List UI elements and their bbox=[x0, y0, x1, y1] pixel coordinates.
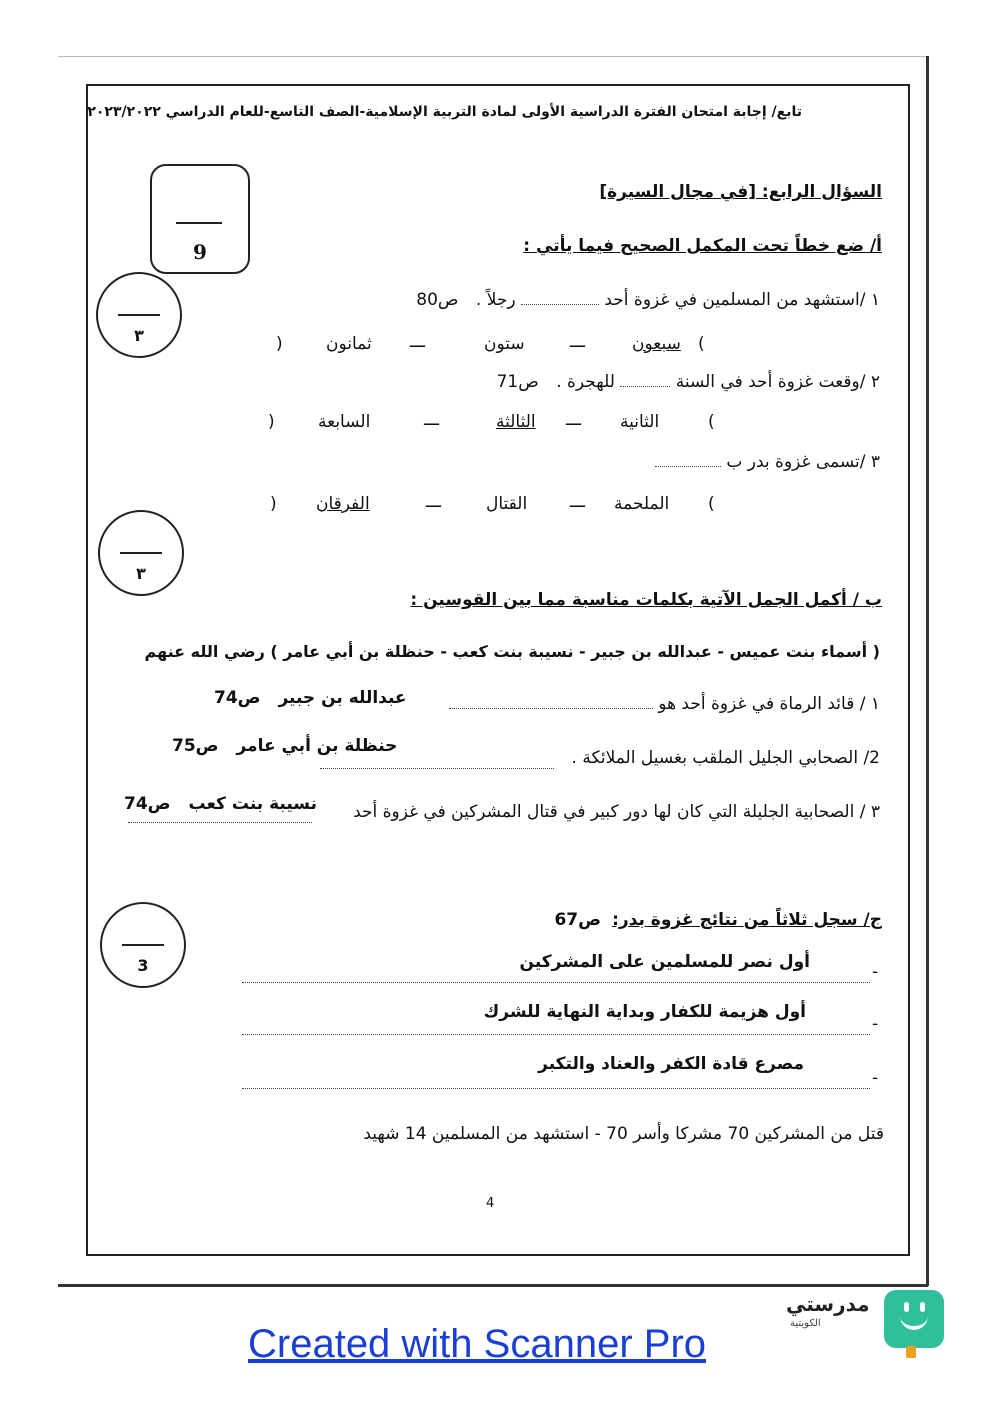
part-c-ref: ص67 bbox=[554, 910, 601, 930]
q3-option-3: الفرقان bbox=[316, 494, 370, 514]
part-b-q3-answer bbox=[124, 794, 317, 814]
part-c-line-1 bbox=[242, 982, 870, 983]
part-b-q2-ref: ص75 bbox=[172, 736, 219, 756]
part-a-q1-blank bbox=[521, 304, 599, 305]
part-a-q3-prefix: ٣ /تسمى غزوة بدر ب bbox=[726, 452, 880, 472]
part-a-score-circle bbox=[96, 272, 182, 358]
part-a-q1-prefix: ١ /استشهد من المسلمين في غزوة أحد bbox=[604, 290, 880, 310]
part-b-q2-text: 2/ الصحابي الجليل الملقب بغسيل الملائكة . bbox=[571, 748, 880, 768]
q2-open-paren: ( bbox=[708, 412, 715, 432]
page-top-edge bbox=[58, 56, 926, 57]
part-b-q1-answer-text: عبدالله بن جبير bbox=[278, 688, 407, 708]
logo-name: مدرستي bbox=[786, 1292, 870, 1316]
score-box bbox=[150, 164, 250, 274]
part-b-q2-answer bbox=[172, 736, 397, 756]
q2-dash-2: ـــ bbox=[424, 410, 439, 430]
part-a-q2-ref: ص71 bbox=[496, 372, 539, 392]
q1-dash-2: ـــ bbox=[410, 332, 425, 352]
page-header: تابع/ إجابة امتحان الفترة الدراسية الأولى لمادة التربية الإسلامية-الصف التاسع-للعام الدراسي ٢٠٢٣/٢٠٢٢ bbox=[87, 104, 802, 120]
part-a-score-line bbox=[118, 314, 160, 316]
part-a-q1 bbox=[416, 290, 880, 310]
part-a-q3-blank bbox=[655, 466, 721, 467]
part-b-q3-ref: ص74 bbox=[124, 794, 171, 814]
q1-open-paren: ( bbox=[698, 334, 705, 354]
part-c-line-3 bbox=[242, 1088, 870, 1089]
page-bottom-edge bbox=[58, 1284, 928, 1287]
score-box-value: 9 bbox=[193, 240, 207, 264]
part-a-q2 bbox=[497, 372, 880, 392]
part-b-q3-text: ٣ / الصحابية الجليلة التي كان لها دور كبير في قتال المشركين في غزوة أحد bbox=[353, 802, 880, 822]
part-c-item-3: مصرع قادة الكفر والعناد والتكبر bbox=[538, 1054, 804, 1074]
score-box-line bbox=[176, 222, 222, 224]
q3-option-1: الملحمة bbox=[614, 494, 670, 514]
part-c-heading bbox=[554, 910, 882, 930]
part-b-q1-answer bbox=[214, 688, 407, 708]
part-b-q2-blank bbox=[320, 768, 554, 769]
q1-dash-1: ـــ bbox=[570, 332, 585, 352]
part-b-q2-answer-text: حنظلة بن أبي عامر bbox=[236, 736, 398, 756]
part-a-q2-blank bbox=[620, 386, 670, 387]
logo-subtitle: الكويتية bbox=[790, 1318, 821, 1329]
part-a-q1-suffix: رجلاً . bbox=[475, 290, 516, 310]
page-number: 4 bbox=[486, 1196, 495, 1211]
word-bank: ( أسماء بنت عميس - عبدالله بن جبير - نسيبة بنت كعب - حنظلة بن أبي عامر ) رضي الله عنهم bbox=[144, 642, 880, 661]
q3-dash-1: ـــ bbox=[570, 492, 585, 512]
part-b-score-value: ٣ bbox=[136, 564, 146, 583]
part-b-q2 bbox=[572, 748, 880, 768]
part-c-bullet-3: - bbox=[872, 1068, 879, 1088]
part-a-q1-ref: ص80 bbox=[416, 290, 459, 310]
q1-close-paren: ) bbox=[276, 334, 283, 354]
q1-option-1: سبعون bbox=[632, 334, 681, 354]
part-b-score-line bbox=[120, 552, 162, 554]
q1-option-2: ستون bbox=[484, 334, 525, 354]
part-c-line-2 bbox=[242, 1034, 870, 1035]
q2-dash-1: ـــ bbox=[566, 410, 581, 430]
part-b-title: ب / أكمل الجمل الآتية بكلمات مناسبة مما بين القوسين : bbox=[410, 590, 882, 610]
q1-option-3: ثمانون bbox=[326, 334, 372, 354]
part-a-q2-prefix: ٢ /وقعت غزوة أحد في السنة bbox=[675, 372, 880, 392]
part-a-title: أ/ ضع خطاً تحت المكمل الصحيح فيما يأتي : bbox=[523, 236, 882, 256]
logo-pin-icon bbox=[906, 1346, 916, 1358]
part-c-item-2: أول هزيمة للكفار وبداية النهاية للشرك bbox=[483, 1002, 806, 1022]
q2-option-1: الثانية bbox=[620, 412, 660, 432]
part-c-bullet-1: - bbox=[872, 962, 879, 982]
part-c-item-1: أول نصر للمسلمين على المشركين bbox=[519, 952, 810, 972]
logo-smile bbox=[900, 1308, 928, 1330]
part-a-score-value: ٣ bbox=[134, 326, 144, 345]
madrasati-logo-icon bbox=[884, 1290, 944, 1348]
part-c-score-line bbox=[122, 944, 164, 946]
part-b-q3-answer-text: نسيبة بنت كعب bbox=[188, 794, 317, 814]
part-a-q3 bbox=[655, 452, 880, 472]
q3-close-paren: ) bbox=[270, 494, 277, 514]
part-b-q1 bbox=[449, 694, 880, 714]
part-c-note: قتل من المشركين 70 مشركا وأسر 70 - استشهد من المسلمين 14 شهيد bbox=[363, 1124, 884, 1144]
q3-dash-2: ـــ bbox=[426, 492, 441, 512]
question-title: السؤال الرابع: [في مجال السيرة] bbox=[599, 182, 882, 202]
part-b-q1-ref: ص74 bbox=[214, 688, 261, 708]
part-c-title: ج/ سجل ثلاثاً من نتائج غزوة بدر: bbox=[612, 910, 882, 930]
page-right-edge bbox=[926, 56, 929, 1286]
part-a-q2-suffix: للهجرة . bbox=[556, 372, 615, 392]
scanner-pro-link[interactable]: Created with Scanner Pro bbox=[248, 1322, 707, 1366]
part-c-score-value: 3 bbox=[137, 956, 149, 975]
q3-open-paren: ( bbox=[708, 494, 715, 514]
part-b-q1-blank bbox=[449, 708, 653, 709]
part-b-q3-blank bbox=[128, 822, 312, 823]
part-b-score-circle bbox=[98, 510, 184, 596]
q3-option-2: القتال bbox=[486, 494, 528, 514]
part-b-q3 bbox=[353, 802, 880, 822]
part-c-score-circle bbox=[100, 902, 186, 988]
q2-close-paren: ) bbox=[268, 412, 275, 432]
q2-option-3: السابعة bbox=[318, 412, 371, 432]
part-b-q1-text: ١ / قائد الرماة في غزوة أحد هو bbox=[658, 694, 880, 714]
part-c-bullet-2: - bbox=[872, 1014, 879, 1034]
q2-option-2: الثالثة bbox=[496, 412, 536, 432]
